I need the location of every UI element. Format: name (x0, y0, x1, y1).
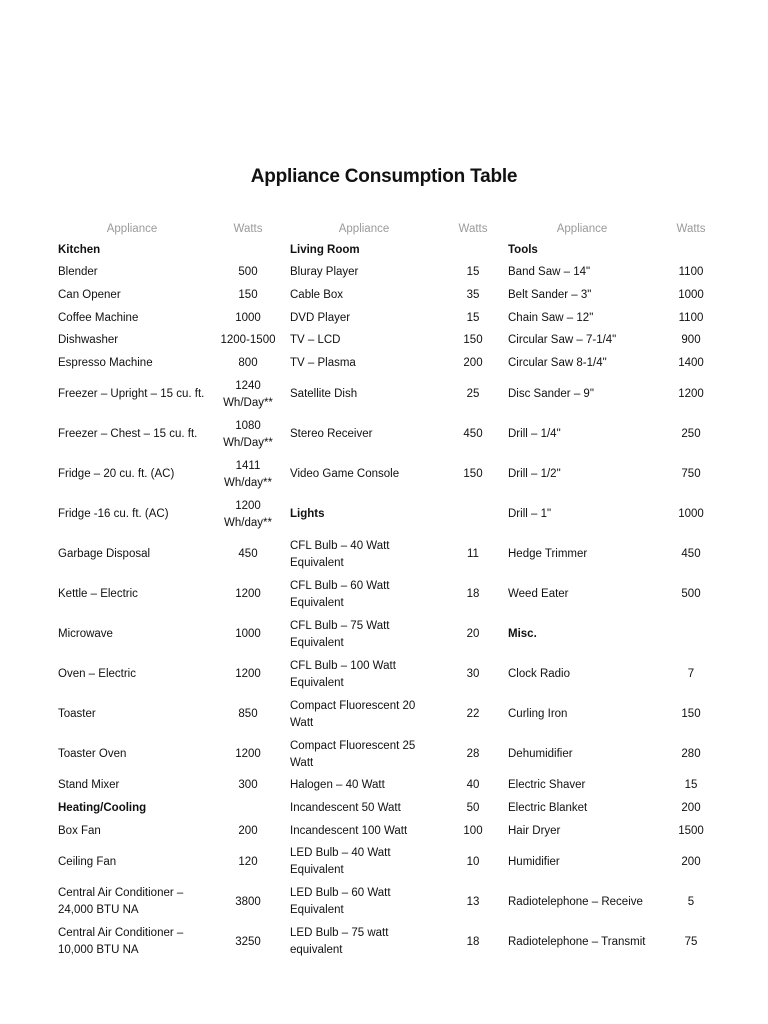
watts-value: 900 (681, 334, 701, 347)
watts-value: 280 (681, 748, 701, 761)
watts-value: 1000 (235, 628, 261, 641)
page-title: Appliance Consumption Table (250, 166, 518, 187)
appliance-name: Espresso Machine (58, 356, 153, 369)
appliance-name: Fridge -16 cu. ft. (AC) (58, 508, 169, 521)
watts-value: 3800 (235, 895, 261, 908)
table-row (52, 375, 720, 415)
section-heading: Living Room (290, 243, 360, 256)
watts-value: 1240 Wh/Day** (223, 379, 273, 409)
appliance-name: Band Saw – 14" (508, 266, 591, 279)
watts-value: 450 (238, 548, 258, 561)
watts-value: 250 (681, 428, 701, 441)
watts-value: 15 (466, 311, 480, 324)
appliance-name: Circular Saw – 7-1/4" (508, 334, 617, 347)
appliance-name: Belt Sander – 3" (508, 288, 592, 301)
watts-value: 13 (466, 895, 480, 908)
appliance-name: Blender (58, 266, 98, 279)
watts-value: 1500 (678, 824, 704, 837)
appliance-name: CFL Bulb – 75 Watt Equivalent (290, 619, 390, 649)
watts-value: 1000 (678, 288, 704, 301)
appliance-name: LED Bulb – 75 watt equivalent (290, 927, 389, 957)
table-row (52, 655, 720, 695)
appliance-name: TV – LCD (290, 334, 341, 347)
appliance-name: Video Game Console (290, 468, 400, 481)
watts-value: 1411 Wh/day** (224, 459, 272, 489)
appliance-name: Circular Saw 8-1/4" (508, 356, 607, 369)
table-row (52, 735, 720, 775)
appliance-name: Fridge – 20 cu. ft. (AC) (58, 468, 175, 481)
watts-value: 35 (466, 288, 480, 301)
section-heading: Tools (508, 243, 538, 256)
watts-value: 40 (466, 779, 480, 792)
appliance-name: CFL Bulb – 60 Watt Equivalent (290, 579, 390, 609)
watts-value: 25 (466, 388, 480, 401)
appliance-name: Freezer – Chest – 15 cu. ft. (58, 428, 198, 441)
watts-value (662, 615, 720, 655)
section-heading: Lights (290, 508, 325, 521)
appliance-name: Kettle – Electric (58, 588, 138, 601)
table-row (52, 695, 720, 735)
table-row (52, 797, 720, 820)
appliance-name: Electric Shaver (508, 779, 586, 792)
appliance-name: CFL Bulb – 40 Watt Equivalent (290, 539, 390, 569)
watts-value: 150 (238, 288, 258, 301)
watts-value: 15 (684, 779, 698, 792)
appliance-name: Central Air Conditioner – 10,000 BTU NA (58, 927, 184, 957)
appliance-name: Freezer – Upright – 15 cu. ft. (58, 388, 205, 401)
table-row (52, 329, 720, 352)
watts-value (444, 495, 502, 535)
appliance-name: Ceiling Fan (58, 855, 117, 868)
watts-value (444, 239, 502, 262)
appliance-name: Dishwasher (58, 334, 119, 347)
watts-value: 500 (238, 266, 258, 279)
watts-value: 120 (238, 855, 258, 868)
appliance-name: Satellite Dish (290, 388, 358, 401)
table-body (52, 239, 720, 962)
watts-value (662, 239, 720, 262)
watts-value: 1200 (678, 388, 704, 401)
column-header-appliance-2: Appliance (338, 222, 390, 235)
appliance-name: LED Bulb – 60 Watt Equivalent (290, 887, 391, 917)
appliance-name: Coffee Machine (58, 311, 139, 324)
appliance-name: Hair Dryer (508, 824, 561, 837)
column-header-watts-2: Watts (458, 222, 488, 235)
watts-value: 30 (466, 668, 480, 681)
watts-value (212, 797, 284, 820)
watts-value: 1080 Wh/Day** (223, 419, 273, 449)
appliance-name: Disc Sander – 9" (508, 388, 594, 401)
appliance-name: Oven – Electric (58, 668, 136, 681)
table-row (52, 352, 720, 375)
appliance-name: Radiotelephone – Receive (508, 895, 643, 908)
appliance-name: Stand Mixer (58, 779, 120, 792)
watts-value: 800 (238, 356, 258, 369)
watts-value: 200 (463, 356, 483, 369)
appliance-name: TV – Plasma (290, 356, 356, 369)
appliance-name: Weed Eater (508, 588, 569, 601)
watts-value: 1200 Wh/day** (224, 499, 272, 529)
watts-value: 3250 (235, 935, 261, 948)
watts-value: 18 (466, 935, 480, 948)
watts-value: 11 (467, 548, 479, 561)
table-row (52, 842, 720, 882)
table-header-row (52, 219, 720, 239)
watts-value: 150 (463, 334, 483, 347)
appliance-name: Halogen – 40 Watt (290, 779, 385, 792)
table-row (52, 615, 720, 655)
appliance-name: CFL Bulb – 100 Watt Equivalent (290, 659, 396, 689)
watts-value: 1200 (235, 588, 261, 601)
appliance-name: Hedge Trimmer (508, 548, 588, 561)
watts-value: 750 (681, 468, 701, 481)
watts-value: 20 (466, 628, 480, 641)
appliance-name: DVD Player (290, 311, 351, 324)
watts-value: 200 (681, 801, 701, 814)
watts-value: 300 (238, 779, 258, 792)
appliance-name: Stereo Receiver (290, 428, 373, 441)
table-row (52, 820, 720, 843)
appliance-name: Dehumidifier (508, 748, 573, 761)
table-row (52, 922, 720, 962)
column-header-appliance-1: Appliance (106, 222, 158, 235)
appliance-name: Chain Saw – 12" (508, 311, 594, 324)
table-row (52, 239, 720, 262)
appliance-name: Box Fan (58, 824, 101, 837)
watts-value: 1200-1500 (220, 334, 276, 347)
watts-value: 10 (466, 855, 480, 868)
appliance-name: Humidifier (508, 855, 560, 868)
watts-value: 22 (466, 708, 480, 721)
section-heading: Kitchen (58, 243, 101, 256)
appliance-name: Garbage Disposal (58, 548, 151, 561)
table-row (52, 262, 720, 285)
watts-value: 5 (687, 895, 695, 908)
appliance-name: Microwave (58, 628, 113, 641)
watts-value: 450 (681, 548, 701, 561)
watts-value: 1200 (235, 668, 261, 681)
column-header-watts-3: Watts (676, 222, 706, 235)
appliance-name: Can Opener (58, 288, 121, 301)
section-heading: Misc. (508, 628, 537, 641)
table-row (52, 455, 720, 495)
appliance-name: Central Air Conditioner – 24,000 BTU NA (58, 887, 184, 917)
table-row (52, 415, 720, 455)
watts-value: 1000 (678, 508, 704, 521)
table-row (52, 535, 720, 575)
watts-value: 1200 (235, 748, 261, 761)
watts-value: 75 (684, 935, 698, 948)
watts-value: 150 (681, 708, 701, 721)
watts-value: 500 (681, 588, 701, 601)
watts-value: 1100 (678, 266, 704, 279)
appliance-name: Incandescent 50 Watt (290, 801, 401, 814)
watts-value: 18 (466, 588, 480, 601)
appliance-name: Clock Radio (508, 668, 570, 681)
table-row (52, 495, 720, 535)
watts-value: 150 (463, 468, 483, 481)
watts-value: 1400 (678, 356, 704, 369)
appliance-name: Electric Blanket (508, 801, 588, 814)
table-row (52, 284, 720, 307)
watts-value: 1000 (235, 311, 261, 324)
watts-value (212, 239, 284, 262)
table-row (52, 882, 720, 922)
appliance-name: Toaster (58, 708, 96, 721)
column-header-watts-1: Watts (233, 222, 263, 235)
appliance-name: Incandescent 100 Watt (290, 824, 408, 837)
appliance-name: Compact Fluorescent 25 Watt (290, 739, 416, 769)
appliance-name: Drill – 1/2" (508, 468, 561, 481)
appliance-name: Radiotelephone – Transmit (508, 935, 646, 948)
appliance-name: Cable Box (290, 288, 344, 301)
appliance-name: Compact Fluorescent 20 Watt (290, 699, 416, 729)
appliance-name: LED Bulb – 40 Watt Equivalent (290, 847, 391, 877)
watts-value: 200 (681, 855, 701, 868)
watts-value: 1100 (678, 311, 704, 324)
table-row (52, 307, 720, 330)
watts-value: 100 (463, 824, 483, 837)
table-row (52, 575, 720, 615)
watts-value: 850 (238, 708, 258, 721)
table-row (52, 775, 720, 798)
watts-value: 450 (463, 428, 483, 441)
appliance-name: Bluray Player (290, 266, 359, 279)
appliance-consumption-table (52, 219, 720, 962)
appliance-name: Drill – 1/4" (508, 428, 561, 441)
section-heading: Heating/Cooling (58, 801, 147, 814)
column-header-appliance-3: Appliance (556, 222, 608, 235)
appliance-name: Curling Iron (508, 708, 568, 721)
watts-value: 15 (466, 266, 480, 279)
watts-value: 7 (687, 668, 695, 681)
watts-value: 50 (466, 801, 480, 814)
watts-value: 200 (238, 824, 258, 837)
appliance-name: Drill – 1" (508, 508, 552, 521)
watts-value: 28 (466, 748, 480, 761)
appliance-name: Toaster Oven (58, 748, 127, 761)
